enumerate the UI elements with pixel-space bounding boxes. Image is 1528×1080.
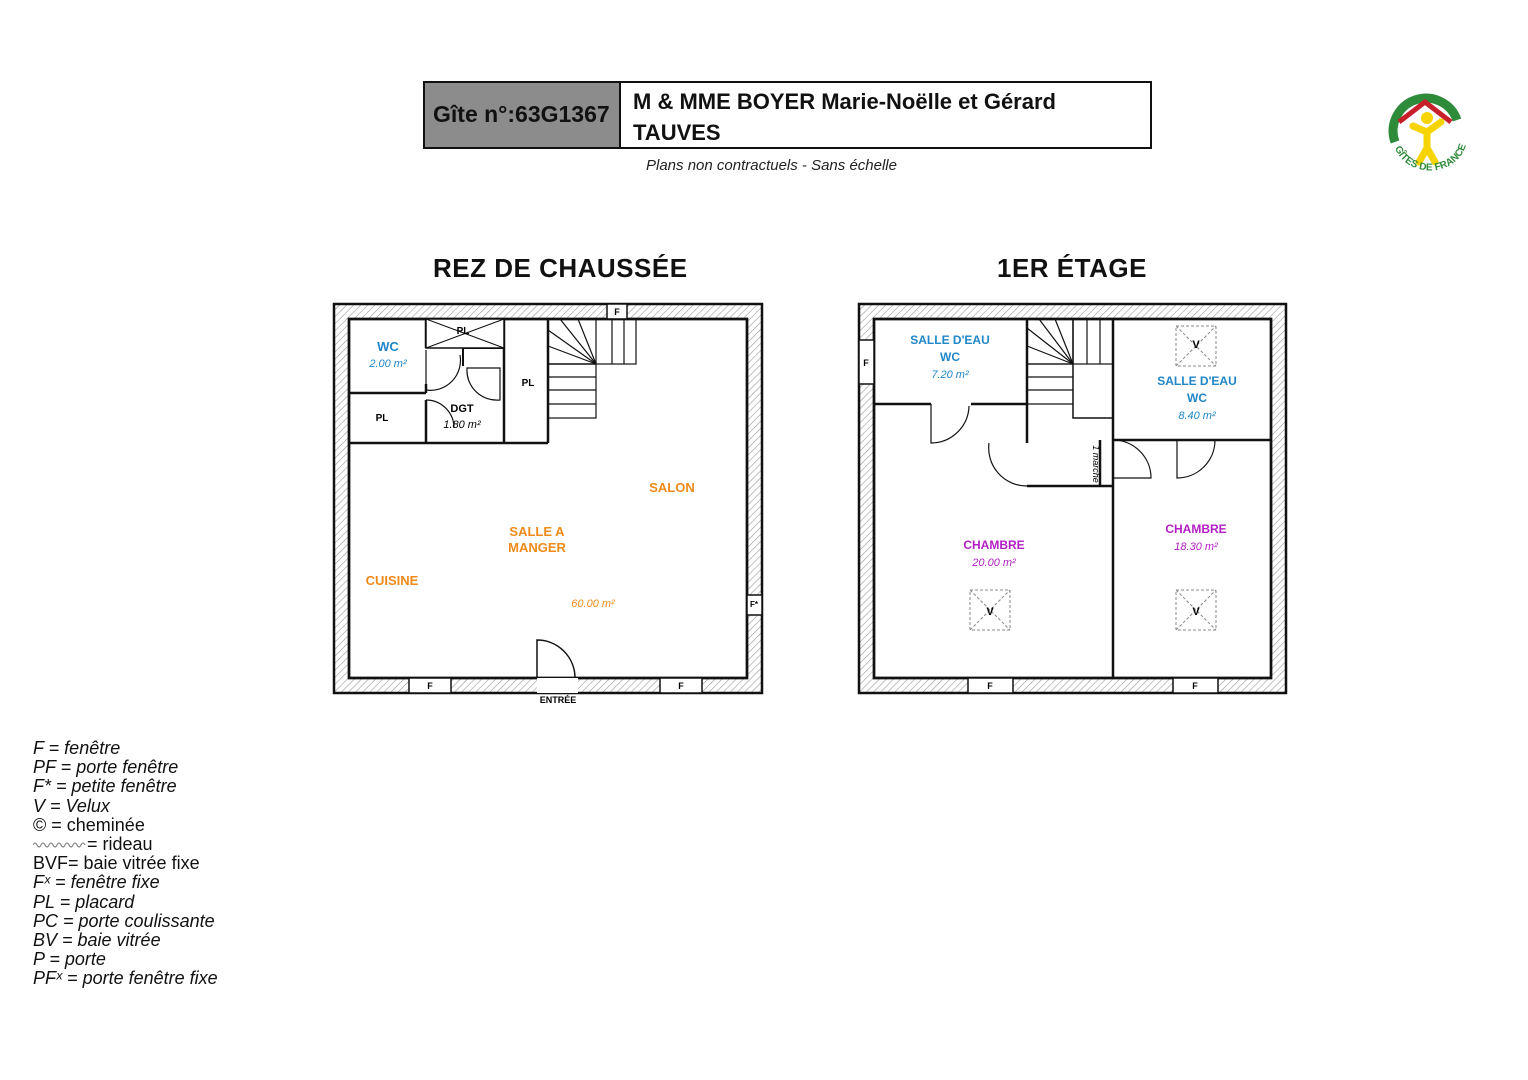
logo-text: GÎTES DE FRANCE — [1392, 142, 1469, 172]
salle-deau-1-area: 7.20 m² — [931, 369, 969, 381]
legend-item: F* = petite fenêtre — [33, 776, 177, 797]
window-bottom-right-label: F — [678, 681, 684, 691]
salon-label: SALON — [649, 480, 695, 495]
salle-deau-1-line2: WC — [940, 350, 960, 364]
first-floor-title: 1ER ÉTAGE — [997, 253, 1147, 283]
window-bottom-left-label: F — [427, 681, 433, 691]
cuisine-label: CUISINE — [365, 573, 419, 588]
legend-item: V = Velux — [33, 795, 110, 816]
pl-right-door — [467, 368, 500, 400]
legend-item: PF = porte fenêtre — [33, 757, 179, 778]
wc-label: WC — [377, 339, 399, 354]
chambre-2-area: 18.30 m² — [1174, 541, 1218, 553]
ground-floor-title: REZ DE CHAUSSÉE — [433, 253, 688, 283]
velux-label-2: V — [986, 606, 994, 618]
salle-deau-2-line1: SALLE D'EAU — [1157, 374, 1237, 388]
entrance-door — [537, 640, 575, 678]
salle-deau-2-line2: WC — [1187, 391, 1207, 405]
header-box — [423, 81, 1152, 149]
disclaimer: Plans non contractuels - Sans échelle — [646, 157, 897, 174]
chambre-2-label: CHAMBRE — [1165, 522, 1227, 536]
legend-item: PL = placard — [33, 891, 135, 912]
legend — [33, 739, 218, 989]
window-right-label: F* — [750, 600, 758, 609]
velux-label-3: V — [1192, 606, 1200, 618]
gite-number-box — [425, 83, 621, 147]
legend-item: © = cheminée — [33, 814, 145, 835]
wc-door — [426, 350, 460, 390]
velux-label-1: V — [1192, 339, 1200, 351]
entrance-opening — [537, 678, 578, 693]
window-top-label: F — [614, 307, 620, 317]
gites-de-france-logo — [1385, 92, 1470, 172]
salle-a-manger-line1: SALLE A — [509, 524, 565, 539]
window-bottom-right-label: F — [1192, 681, 1198, 691]
pl-left-label: PL — [375, 413, 389, 424]
pl-right-label: PL — [521, 378, 535, 389]
window-bottom-left-label: F — [987, 681, 993, 691]
dgt-label: DGT — [450, 403, 474, 415]
legend-item-rideau: = rideau — [33, 835, 218, 854]
staircase — [1027, 319, 1113, 404]
salle-deau-1-line1: SALLE D'EAU — [910, 333, 990, 347]
salle-a-manger-line2: MANGER — [508, 540, 566, 555]
logo-figure-icon — [1413, 122, 1441, 162]
marche-label: 1 marche — [1091, 445, 1101, 483]
logo-head-icon — [1421, 112, 1433, 124]
legend-item: BV = baie vitrée — [33, 930, 161, 951]
ground-floor-plan — [330, 300, 766, 710]
rideau-wave-icon — [33, 840, 87, 850]
salle-deau-2-door — [1177, 440, 1215, 478]
legend-item: Fˣ = fenêtre fixe — [33, 872, 160, 893]
main-area: 60.00 m² — [571, 598, 615, 610]
legend-item: F = fenêtre — [33, 738, 121, 758]
staircase — [548, 319, 636, 418]
chambre-1-label: CHAMBRE — [963, 538, 1025, 552]
legend-item: P = porte — [33, 949, 106, 970]
window-left-label: F — [863, 358, 869, 368]
chambre-2-door — [1113, 440, 1151, 478]
entree-label: ENTRÉE — [539, 695, 577, 705]
legend-item: PC = porte coulissante — [33, 910, 215, 931]
salle-deau-1-door — [931, 404, 969, 443]
town-name: TAUVES — [633, 120, 721, 145]
legend-item: PFˣ = porte fenêtre fixe — [33, 968, 218, 989]
salle-deau-2-area: 8.40 m² — [1178, 410, 1216, 422]
pl-top-label: PL — [456, 326, 470, 337]
legend-item: BVF= baie vitrée fixe — [33, 853, 200, 874]
chambre-1-door — [989, 443, 1027, 486]
gite-number: Gîte n°:63G1367 — [433, 101, 610, 127]
owner-name: M & MME BOYER Marie-Noëlle et Gérard — [633, 89, 1056, 114]
first-floor-plan — [855, 300, 1291, 710]
chambre-1-area: 20.00 m² — [972, 557, 1016, 569]
dgt-area: 1.80 m² — [443, 419, 481, 431]
wc-area: 2.00 m² — [369, 358, 407, 370]
